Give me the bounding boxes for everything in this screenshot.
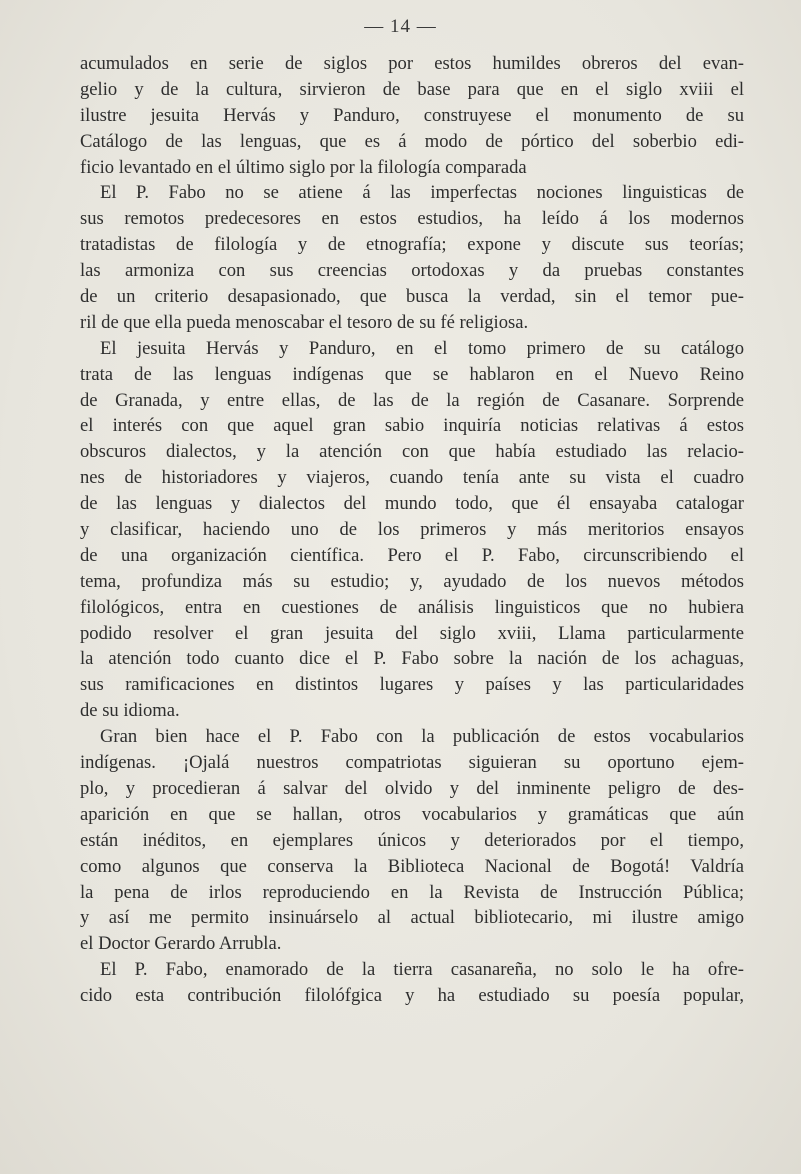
text-line: están inéditos, en ejemplares únicos y deteriorados por el tiempo,	[80, 829, 744, 851]
text-line: de un criterio desapasionado, que busca la verdad, sin el temor pue-	[80, 286, 744, 308]
text-line: la pena de irlos reproduciendo en la Revista de Instrucción Pública;	[80, 881, 744, 903]
text-line: cido esta contribución filolófgica y ha estudiado su poesía popular,	[80, 985, 744, 1007]
text-line: Gran bien hace el P. Fabo con la publicación de estos vocabularios	[100, 726, 744, 748]
text-line: tratadistas de filología y de etnografía; expone y discute sus teorías;	[80, 234, 744, 256]
text-line: acumulados en serie de siglos por estos humildes obreros del evan-	[80, 53, 744, 74]
text-line: Catálogo de las lenguas, que es á modo de pórtico del soberbio edi-	[80, 130, 744, 152]
text-line: sus ramificaciones en distintos lugares y países y las particularidades	[80, 674, 744, 696]
page-number: — 14 —	[364, 16, 437, 37]
text-line: aparición en que se hallan, otros vocabularios y gramáticas que aún	[80, 803, 744, 825]
text-line: plo, y procedieran á salvar del olvido y del inminente peligro de des-	[80, 777, 744, 799]
text-line: el interés con que aquel gran sabio inquiría noticias relativas á estos	[80, 415, 744, 437]
text-line: de las lenguas y dialectos del mundo todo, que él ensayaba catalogar	[80, 493, 744, 515]
text-line: El jesuita Hervás y Panduro, en el tomo primero de su catálogo	[100, 337, 744, 359]
text-line: ril de que ella pueda menoscabar el tesoro de su fé religiosa.	[80, 311, 529, 333]
text-line: trata de las lenguas indígenas que se hablaron en el Nuevo Reino	[80, 363, 744, 385]
text-line: como algunos que conserva la Biblioteca Nacional de Bogotá! Valdría	[80, 855, 744, 877]
text-line: ficio levantado en el último siglo por la filología comparada	[80, 156, 527, 178]
text-line: El P. Fabo no se atiene á las imperfectas nociones linguisticas de	[100, 182, 744, 204]
text-line: las armoniza con sus creencias ortodoxas y da pruebas constantes	[80, 260, 744, 282]
text-line: tema, profundiza más su estudio; y, ayudado de los nuevos métodos	[80, 570, 744, 592]
text-line: indígenas. ¡Ojalá nuestros compatriotas siguieran su oportuno ejem-	[80, 752, 744, 774]
text-line: nes de historiadores y viajeros, cuando tenía ante su vista el cuadro	[80, 467, 744, 489]
text-line: de una organización científica. Pero el P. Fabo, circunscribiendo el	[80, 544, 744, 566]
text-line: sus remotos predecesores en estos estudios, ha leído á los modernos	[80, 208, 744, 230]
body-text	[80, 51, 744, 1009]
text-line: ilustre jesuita Hervás y Panduro, construyese el monumento de su	[80, 104, 744, 126]
text-line: obscuros dialectos, y la atención con que había estudiado las relacio-	[80, 441, 744, 463]
text-line: y así me permito insinuárselo al actual bibliotecario, mi ilustre amigo	[80, 907, 744, 929]
text-line: filológicos, entra en cuestiones de análisis linguisticos que no hubiera	[80, 596, 744, 618]
text-line: podido resolver el gran jesuita del siglo xviii, Llama particularmente	[80, 622, 744, 644]
text-line: el Doctor Gerardo Arrubla.	[80, 933, 282, 955]
text-line: y clasificar, haciendo uno de los primeros y más meritorios ensayos	[80, 519, 744, 541]
text-line: de su idioma.	[80, 700, 180, 722]
text-line: gelio y de la cultura, sirvieron de base para que en el siglo xviii el	[80, 78, 744, 100]
text-line: El P. Fabo, enamorado de la tierra casanareña, no solo le ha ofre-	[100, 959, 744, 981]
text-line: la atención todo cuanto dice el P. Fabo sobre la nación de los achaguas,	[80, 648, 744, 670]
text-line: de Granada, y entre ellas, de las de la región de Casanare. Sorprende	[80, 389, 744, 411]
